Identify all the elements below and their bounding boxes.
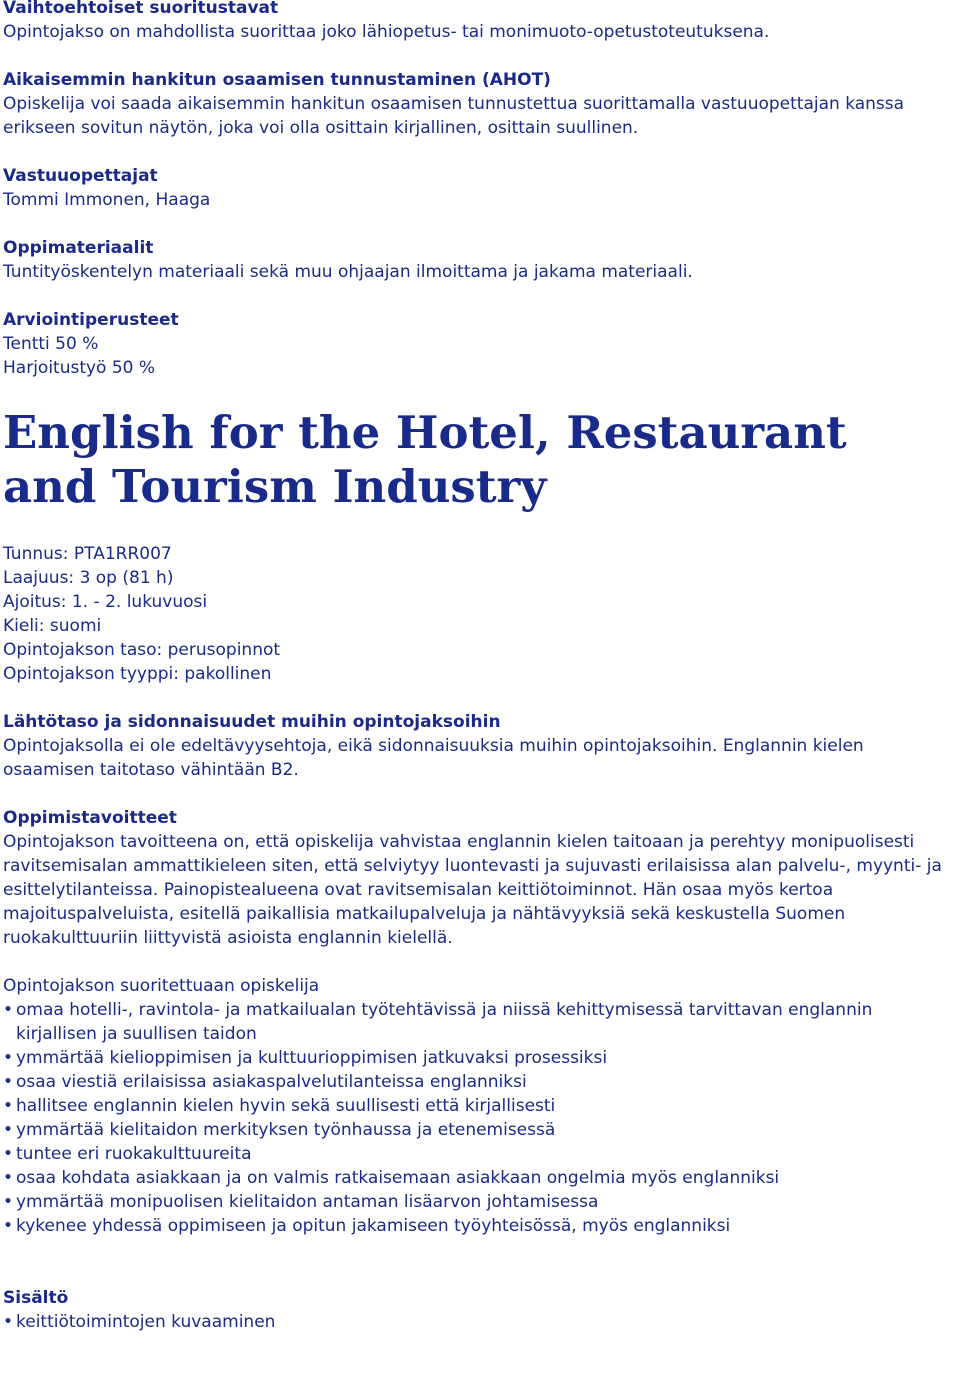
section-text: Opintojakso on mahdollista suorittaa joko lähiopetus- tai monimuoto-opetustoteutuksena.	[3, 22, 770, 42]
assessment-assignment: Harjoitustyö 50 %	[3, 358, 156, 378]
course-language: Kieli: suomi	[3, 616, 102, 636]
course-timing: Ajoitus: 1. - 2. lukuvuosi	[3, 592, 208, 612]
section-text: Opiskelija voi saada aikaisemmin hankitun osaamisen tunnustettua suorittamalla vastuuopettajan kanssa erikseen sovitun näytön, joka voi olla osittain kirjallinen, osittain suullinen.	[3, 94, 905, 138]
section-assessment	[3, 308, 955, 380]
contents-list	[3, 1310, 955, 1334]
course-title: English for the Hotel, Restaurant and Tourism Industry	[3, 406, 847, 513]
assessment-exam: Tentti 50 %	[3, 334, 99, 354]
course-type: Opintojakson tyyppi: pakollinen	[3, 664, 272, 684]
section-outcomes	[3, 974, 955, 1238]
outcomes-intro: Opintojakson suoritettuaan opiskelija	[3, 976, 320, 996]
list-item: • omaa hotelli-, ravintola- ja matkailualan työtehtävissä ja niissä kehittymisessä tarvittavan englannin kirjallisen ja suullisen taidon	[3, 998, 955, 1046]
outcomes-list	[3, 998, 955, 1238]
section-prerequisites	[3, 710, 955, 782]
course-level: Opintojakson taso: perusopinnot	[3, 640, 281, 660]
section-text: Tommi Immonen, Haaga	[3, 190, 211, 210]
section-text: Tuntityöskentelyn materiaali sekä muu ohjaajan ilmoittama ja jakama materiaali.	[3, 262, 693, 282]
section-responsible-teachers	[3, 164, 955, 212]
course-code: Tunnus: PTA1RR007	[3, 544, 172, 564]
list-item: • osaa viestiä erilaisissa asiakaspalvelutilanteissa englanniksi	[3, 1070, 955, 1094]
section-contents	[3, 1286, 955, 1334]
section-heading: Aikaisemmin hankitun osaamisen tunnustaminen (AHOT)	[3, 70, 551, 90]
list-item: • tuntee eri ruokakulttuureita	[3, 1142, 955, 1166]
section-heading: Sisältö	[3, 1288, 69, 1308]
course-credits: Laajuus: 3 op (81 h)	[3, 568, 174, 588]
section-ahot	[3, 68, 955, 140]
document-page	[3, 0, 955, 1334]
list-item: • ymmärtää kielioppimisen ja kulttuurioppimisen jatkuvaksi prosessiksi	[3, 1046, 955, 1070]
list-item: • ymmärtää monipuolisen kielitaidon antaman lisäarvon johtamisessa	[3, 1190, 955, 1214]
section-heading: Vastuuopettajat	[3, 166, 158, 186]
section-heading: Lähtötaso ja sidonnaisuudet muihin opintojaksoihin	[3, 712, 501, 732]
section-objectives	[3, 806, 955, 950]
course-meta	[3, 542, 955, 686]
list-item: • kykenee yhdessä oppimiseen ja opitun jakamiseen työyhteisössä, myös englanniksi	[3, 1214, 955, 1238]
list-item: • osaa kohdata asiakkaan ja on valmis ratkaisemaan asiakkaan ongelmia myös englanniksi	[3, 1166, 955, 1190]
list-item: • keittiötoimintojen kuvaaminen	[3, 1310, 955, 1334]
list-item: • hallitsee englannin kielen hyvin sekä suullisesti että kirjallisesti	[3, 1094, 955, 1118]
section-heading: Vaihtoehtoiset suoritustavat	[3, 0, 279, 18]
section-heading: Oppimateriaalit	[3, 238, 154, 258]
section-text: Opintojaksolla ei ole edeltävyysehtoja, eikä sidonnaisuuksia muihin opintojaksoihin. Englannin kielen osaamisen taitotaso vähintään B2.	[3, 736, 864, 780]
section-text: Opintojakson tavoitteena on, että opiskelija vahvistaa englannin kielen taitoaan ja perehtyy monipuolisesti ravitsemisalan ammattikieleen siten, että selviytyy luontevasti ja sujuvasti erilaisissa alan palvelu-, myynti- ja esittelytilanteissa. Painopistealueena ovat ravitsemisalan keittiötoiminnot. Hän osaa myös kertoa majoituspalveluista, esitellä paikallisia matkailupalveluja ja nähtävyyksiä sekä keskustella Suomen ruokakulttuuriin liittyvistä asioista englannin kielellä.	[3, 832, 942, 948]
list-item: • ymmärtää kielitaidon merkityksen työnhaussa ja etenemisessä	[3, 1118, 955, 1142]
section-alternative-completion	[3, 0, 955, 44]
section-heading: Arviointiperusteet	[3, 310, 179, 330]
section-materials	[3, 236, 955, 284]
section-heading: Oppimistavoitteet	[3, 808, 177, 828]
